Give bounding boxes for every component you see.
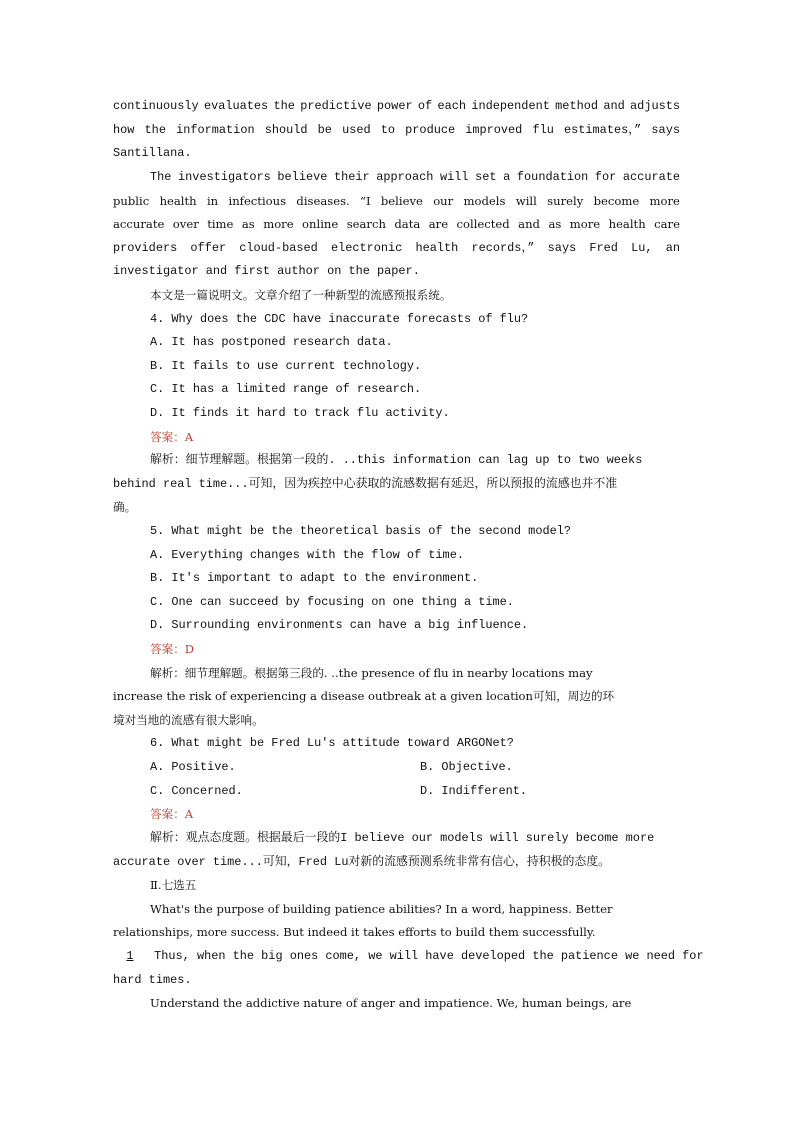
word: produce bbox=[405, 123, 456, 137]
option-d: D. Surrounding environments can have a big influence. bbox=[150, 618, 529, 632]
word: online bbox=[302, 217, 339, 231]
word: method bbox=[555, 99, 598, 113]
word: says bbox=[547, 241, 577, 255]
word: public bbox=[113, 194, 150, 208]
word: the bbox=[273, 99, 295, 113]
option-d: D. Indifferent. bbox=[420, 784, 528, 798]
word: health bbox=[415, 241, 459, 255]
word: should bbox=[264, 123, 308, 137]
word: each bbox=[437, 99, 467, 113]
passage-line bbox=[113, 193, 680, 209]
word: as bbox=[548, 217, 562, 231]
section-heading: Ⅱ.七选五 bbox=[150, 878, 197, 892]
word: our bbox=[433, 194, 454, 208]
option-c: C. Concerned. bbox=[150, 784, 243, 798]
word: information bbox=[176, 123, 255, 137]
option-a: A. Positive. bbox=[150, 760, 236, 774]
question-stem: 5. What might be the theoretical basis of the second model? bbox=[150, 524, 571, 538]
option-a: A. Everything changes with the flow of time. bbox=[150, 548, 464, 562]
passage-line: investigator and first author on the paper. bbox=[113, 264, 420, 278]
word: health bbox=[159, 194, 197, 208]
word: collected bbox=[456, 217, 510, 231]
word: improved bbox=[465, 123, 523, 137]
word: will bbox=[515, 194, 537, 208]
option-d: D. It finds it hard to track flu activity. bbox=[150, 406, 450, 420]
option-b: B. Objective. bbox=[420, 760, 513, 774]
passage-line bbox=[113, 240, 680, 256]
question-stem: 4. Why does the CDC have inaccurate forecasts of flu? bbox=[150, 312, 529, 326]
word: electronic bbox=[330, 241, 403, 255]
question-stem: 6. What might be Fred Lu's attitude toward ARGONet? bbox=[150, 736, 514, 750]
word: be bbox=[317, 123, 332, 137]
passage-line: hard times. bbox=[113, 973, 192, 987]
word: to bbox=[380, 123, 396, 137]
word: over bbox=[172, 217, 199, 231]
word: infectious bbox=[228, 194, 287, 208]
word: says bbox=[651, 123, 680, 137]
word: care bbox=[654, 217, 680, 231]
passage-line bbox=[150, 169, 680, 185]
word: become bbox=[593, 194, 640, 208]
passage-line bbox=[113, 98, 680, 114]
word: predictive bbox=[300, 99, 372, 113]
word: an bbox=[665, 241, 680, 255]
option-a: A. It has postponed research data. bbox=[150, 335, 393, 349]
word: independent bbox=[471, 99, 550, 113]
word: adjusts bbox=[630, 99, 680, 113]
word: surely bbox=[547, 194, 584, 208]
word: more bbox=[263, 217, 294, 231]
word: estimates，” bbox=[564, 123, 642, 137]
word: diseases. bbox=[296, 194, 350, 208]
word: models bbox=[463, 194, 506, 208]
word: will bbox=[439, 170, 469, 184]
word: more bbox=[649, 194, 680, 208]
word: more bbox=[569, 217, 601, 231]
answer-text: 答案：A bbox=[150, 430, 194, 444]
explanation-line: increase the risk of experiencing a disease outbreak at a given location可知，周边的环 bbox=[113, 689, 615, 703]
passage-line: relationships, more success. But indeed it takes efforts to build them successfully. bbox=[113, 925, 596, 939]
option-c: C. It has a limited range of research. bbox=[150, 382, 422, 396]
word: accurate bbox=[113, 217, 165, 231]
word: “I bbox=[360, 194, 371, 208]
option-b: B. It fails to use current technology. bbox=[150, 359, 422, 373]
word: continuously bbox=[113, 99, 199, 113]
word: in bbox=[206, 194, 219, 208]
word: Fred bbox=[589, 241, 618, 255]
word: set bbox=[475, 170, 497, 184]
word: are bbox=[428, 217, 449, 231]
answer-label bbox=[150, 806, 680, 822]
explanation-line: 解析：细节理解题。根据第三段的. ..the presence of flu in nearby locations may bbox=[150, 666, 593, 680]
word: used bbox=[342, 123, 371, 137]
passage-line: What's the purpose of building patience abilities? In a word, happiness. Better bbox=[150, 902, 613, 916]
option-row bbox=[150, 759, 680, 775]
answer-label bbox=[150, 641, 680, 657]
option-b: B. It's important to adapt to the environment. bbox=[150, 571, 479, 585]
word: for bbox=[594, 170, 617, 184]
word: search bbox=[346, 217, 386, 231]
passage-line bbox=[113, 122, 680, 138]
word: time bbox=[207, 217, 234, 231]
word: of bbox=[417, 99, 433, 113]
word: their bbox=[333, 170, 370, 184]
passage-line bbox=[113, 948, 704, 964]
word: accurate bbox=[622, 170, 680, 184]
word: evaluates bbox=[203, 99, 269, 113]
explanation-line: 境对当地的流感有很大影响。 bbox=[113, 713, 264, 727]
explanation-line: 解析：细节理解题。根据第一段的. ..this information can lag up to two weeks bbox=[150, 453, 643, 467]
word: the bbox=[144, 123, 166, 137]
word: approach bbox=[376, 170, 434, 184]
word: as bbox=[241, 217, 255, 231]
explanation-line: accurate over time...可知，Fred Lu对新的流感预测系统非常有信心，持积极的态度。 bbox=[113, 855, 611, 869]
word: and bbox=[603, 99, 625, 113]
word: foundation bbox=[516, 170, 589, 184]
word: how bbox=[113, 123, 135, 137]
word: Lu, bbox=[631, 241, 653, 255]
option-c: C. One can succeed by focusing on one thing a time. bbox=[150, 595, 514, 609]
passage-line: Understand the addictive nature of anger and impatience. We, human beings, are bbox=[150, 996, 632, 1010]
word: and bbox=[518, 217, 540, 231]
word: flu bbox=[532, 123, 554, 137]
blank-number: 1 bbox=[126, 949, 134, 963]
word: a bbox=[503, 170, 511, 184]
word: cloud-based bbox=[239, 241, 318, 255]
passage-text: Thus, when the big ones come, we will have developed the patience we need for bbox=[154, 949, 704, 963]
answer-text: 答案：D bbox=[150, 642, 195, 656]
explanation-line: 解析：观点态度题。根据最后一段的I believe our models will surely become more bbox=[150, 831, 655, 845]
word: believe bbox=[380, 194, 423, 208]
explanation-line: 确。 bbox=[113, 500, 137, 514]
word: providers bbox=[113, 241, 178, 255]
word: power bbox=[376, 99, 413, 113]
word: offer bbox=[190, 241, 227, 255]
answer-label bbox=[150, 429, 680, 445]
answer-text: 答案：A bbox=[150, 807, 194, 821]
summary-text: 本文是一篇说明文。文章介绍了一种新型的流感预报系统。 bbox=[150, 288, 452, 302]
passage-line: Santillana. bbox=[113, 146, 192, 160]
passage-line bbox=[113, 216, 680, 232]
option-row bbox=[150, 783, 680, 799]
word: believe bbox=[277, 170, 328, 184]
word: records，” bbox=[471, 241, 535, 255]
explanation-line: behind real time...可知，因为疾控中心获取的流感数据有延迟，所以预报的流感也并不准 bbox=[113, 477, 618, 491]
word: investigators bbox=[178, 170, 271, 184]
word: data bbox=[394, 217, 421, 231]
word: health bbox=[608, 217, 646, 231]
word: The bbox=[150, 170, 172, 184]
